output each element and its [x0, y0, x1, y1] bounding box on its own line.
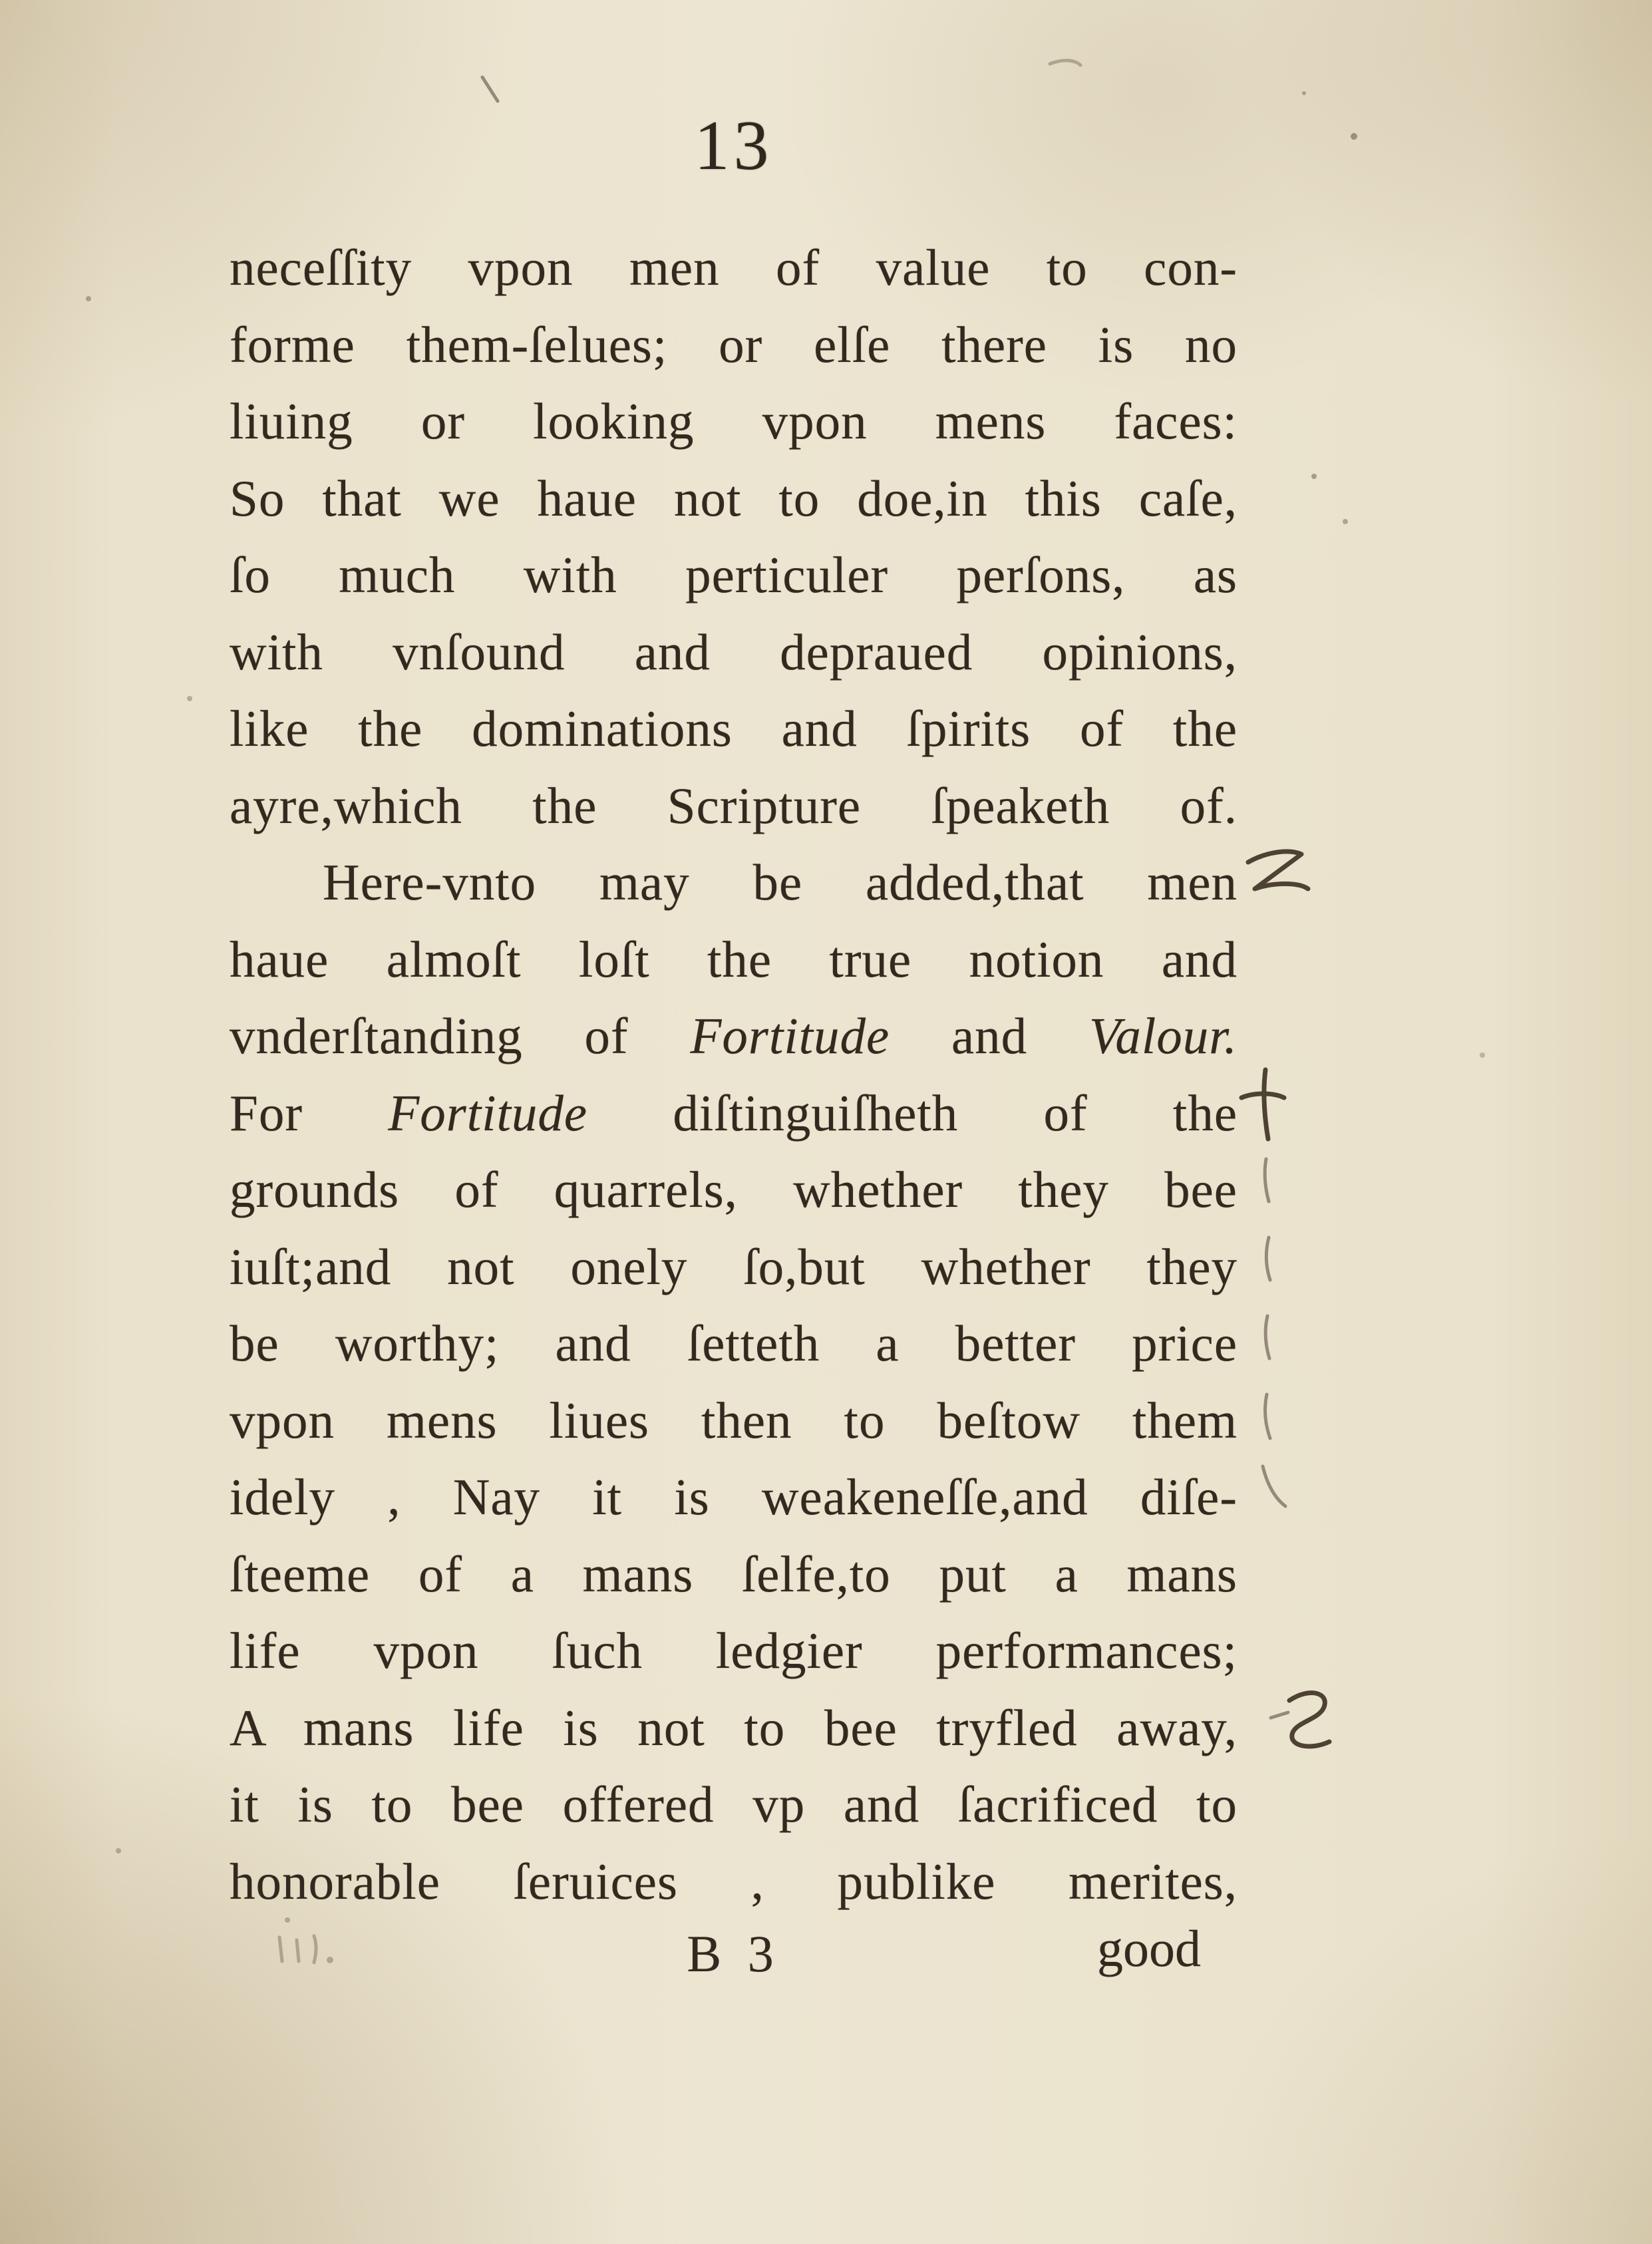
- text-segment: For: [230, 1084, 389, 1142]
- page-number: 13: [694, 106, 773, 184]
- text-segment: be worthy; and ſetteth a better price: [230, 1315, 1238, 1372]
- text-segment: So that we haue not to doe,in this caſe,: [230, 469, 1238, 527]
- text-line: [230, 230, 1238, 307]
- text-lines: [230, 230, 1238, 1920]
- text-segment: ayre,which the Scripture ſpeaketh of.: [230, 776, 1238, 834]
- text-segment: ſteeme of a mans ſelfe,to put a mans: [230, 1545, 1238, 1603]
- text-segment: grounds of quarrels, whether they bee: [230, 1161, 1238, 1218]
- text-line: [230, 921, 1238, 999]
- text-line: [230, 1075, 1238, 1152]
- text-line: [230, 614, 1238, 691]
- text-line: [230, 844, 1238, 921]
- text-segment: and: [890, 1007, 1089, 1064]
- text-segment: with vnſound and depraued opinions,: [230, 623, 1238, 681]
- text-segment: life vpon ſuch ledgier performances;: [230, 1622, 1238, 1679]
- text-segment: vnderſtanding of: [230, 1007, 691, 1064]
- italic-text-segment: Fortitude: [690, 1007, 890, 1064]
- text-segment: it is to bee offered vp and ſacrificed to: [230, 1776, 1238, 1833]
- text-segment: vpon mens liues then to beſtow them: [230, 1391, 1238, 1449]
- catchword: good: [1097, 1919, 1201, 1977]
- text-segment: A mans life is not to bee tryfled away,: [230, 1698, 1238, 1756]
- text-line: [230, 1690, 1238, 1767]
- handwritten-dagger-icon: [1241, 1070, 1284, 1139]
- text-line: [230, 1382, 1238, 1460]
- text-segment: ſo much with perticuler perſons, as: [230, 546, 1238, 603]
- text-line: [230, 383, 1238, 460]
- text-segment: liuing or looking vpon mens faces:: [230, 393, 1238, 450]
- text-line: [230, 1229, 1238, 1306]
- text-line: [230, 1843, 1238, 1921]
- text-segment: forme them-ſelues; or elſe there is no: [230, 315, 1238, 373]
- text-line: [230, 307, 1238, 384]
- text-line: [230, 768, 1238, 845]
- text-line: [230, 1613, 1238, 1690]
- italic-text-segment: Fortitude: [388, 1084, 588, 1142]
- text-segment: Here-vnto may be added,that men: [323, 854, 1238, 911]
- handwritten-s-flourish-icon: [1271, 1693, 1329, 1747]
- text-segment: iuſt;and not onely ſo,but whether they: [230, 1237, 1238, 1295]
- text-line: [230, 1766, 1238, 1843]
- italic-text-segment: Valour.: [1088, 1007, 1238, 1064]
- text-segment: idely , Nay it is weakeneſſe,and diſe-: [230, 1468, 1238, 1525]
- gathering-signature: B 3: [687, 1925, 780, 1983]
- margin-emphasis-strokes-icon: [1263, 1159, 1285, 1506]
- signature-line: [230, 1919, 1238, 1997]
- handwritten-z-flourish-icon: [1248, 852, 1308, 889]
- text-line: [230, 1305, 1238, 1382]
- text-segment: neceſſity vpon men of value to con-: [230, 239, 1238, 296]
- text-segment: haue almoſt loſt the true notion and: [230, 930, 1238, 988]
- text-line: [230, 1459, 1238, 1536]
- text-segment: like the dominations and ſpirits of the: [230, 700, 1238, 757]
- text-segment: honorable ſeruices , publike merites,: [230, 1852, 1238, 1910]
- text-line: [230, 1536, 1238, 1613]
- text-line: [230, 1152, 1238, 1229]
- text-line: [230, 998, 1238, 1075]
- text-line: [230, 691, 1238, 768]
- text-line: [230, 460, 1238, 538]
- text-line: [230, 537, 1238, 614]
- text-segment: diſtinguiſheth of the: [587, 1084, 1238, 1142]
